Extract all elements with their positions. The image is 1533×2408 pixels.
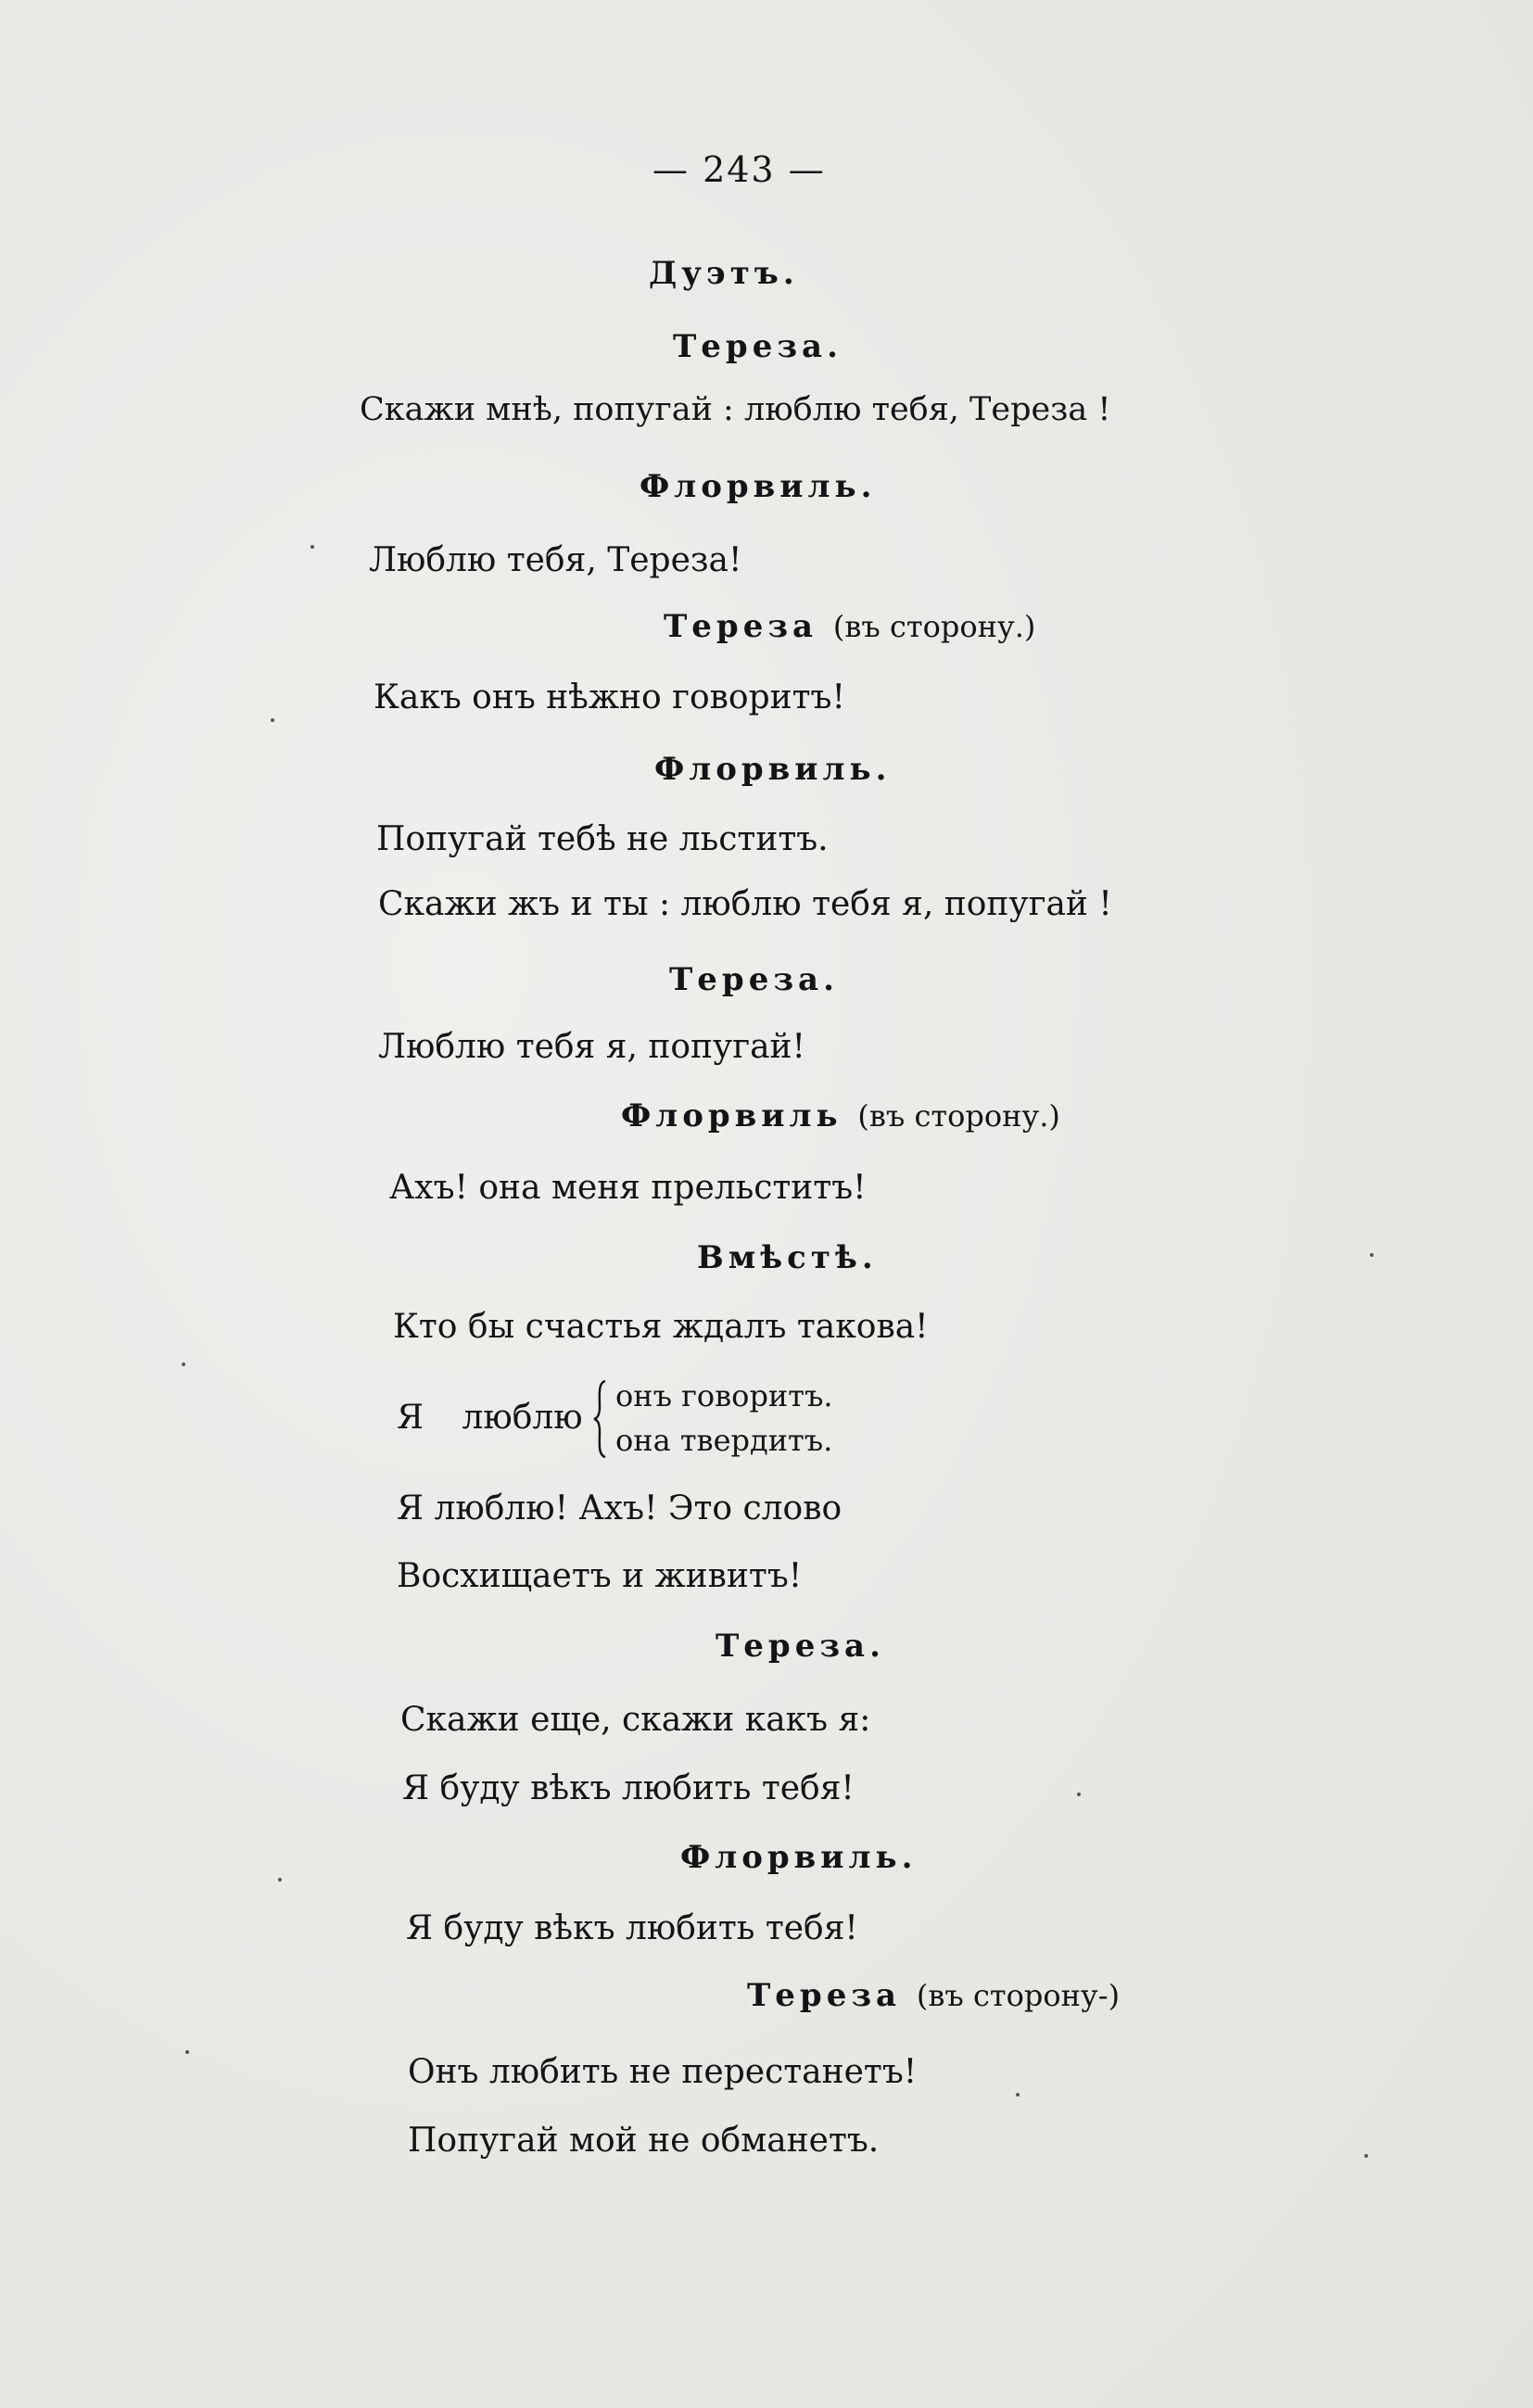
verse-line: Я буду вѣкъ любить тебя! [406, 1909, 858, 1947]
verse-line: Скажи мнѣ, попугай : люблю тебя, Тереза ! [360, 391, 1111, 428]
verse-line: Восхищаетъ и живитъ! [397, 1557, 803, 1595]
stage-direction: (въ сторону.) [832, 609, 1036, 644]
verse-line: Ахъ! она меня прельститъ! [389, 1169, 867, 1207]
stage-direction: (въ сторону-) [916, 1978, 1121, 2013]
verse-line: Какъ онъ нѣжно говоритъ! [374, 678, 845, 716]
paper-speck [310, 545, 314, 549]
brace-line-2: она твердитъ. [615, 1423, 833, 1458]
heading-together: Вмѣстѣ. [697, 1239, 878, 1276]
speaker-tereza: Тереза. [673, 328, 843, 365]
verse-line: Я буду вѣкъ любить тебя! [402, 1769, 855, 1807]
verse-line: Люблю тебя я, попугай! [378, 1028, 805, 1066]
speaker-tereza-aside [664, 608, 1036, 645]
paper-speck [185, 2050, 189, 2054]
speaker-florvil: Флорвиль. [640, 468, 877, 505]
speaker-tereza-aside [747, 1977, 1121, 2014]
brace-line-1: онъ говоритъ. [615, 1378, 833, 1413]
speaker-name: Тереза [747, 1977, 902, 2014]
paper-speck [182, 1362, 185, 1366]
paper-speck [278, 1878, 282, 1882]
speaker-tereza: Тереза. [716, 1628, 885, 1665]
speaker-name: Тереза [664, 608, 818, 645]
page-number: — 243 — [652, 149, 826, 190]
verse-line-lead: Я люблю [397, 1399, 583, 1437]
verse-line: Скажи еще, скажи какъ я: [400, 1701, 871, 1739]
verse-line: Онъ любить не перестанетъ! [408, 2053, 918, 2091]
paper-speck [1077, 1793, 1081, 1796]
verse-line: Я люблю! Ахъ! Это слово [397, 1489, 843, 1527]
verse-line: Скажи жъ и ты : люблю тебя я, попугай ! [378, 885, 1112, 923]
speaker-florvil-aside [621, 1097, 1060, 1134]
verse-line: Люблю тебя, Тереза! [369, 541, 742, 579]
verse-line: Попугай тебѣ не льститъ. [376, 820, 829, 858]
stage-direction: (въ сторону.) [857, 1098, 1060, 1134]
paper-speck [1364, 2154, 1368, 2158]
speaker-tereza: Тереза. [669, 961, 839, 998]
paper-speck [1016, 2093, 1020, 2097]
verse-line: Попугай мой не обманетъ. [408, 2122, 880, 2160]
heading-duet: Дуэтъ. [649, 255, 799, 292]
paper-speck [1370, 1253, 1374, 1257]
paper-speck [271, 718, 274, 722]
verse-line: Кто бы счастья ждалъ такова! [393, 1308, 929, 1346]
speaker-name: Флорвиль [621, 1097, 843, 1134]
speaker-florvil: Флорвиль. [680, 1839, 918, 1876]
speaker-florvil: Флорвиль. [654, 751, 892, 788]
curly-brace [593, 1379, 608, 1459]
